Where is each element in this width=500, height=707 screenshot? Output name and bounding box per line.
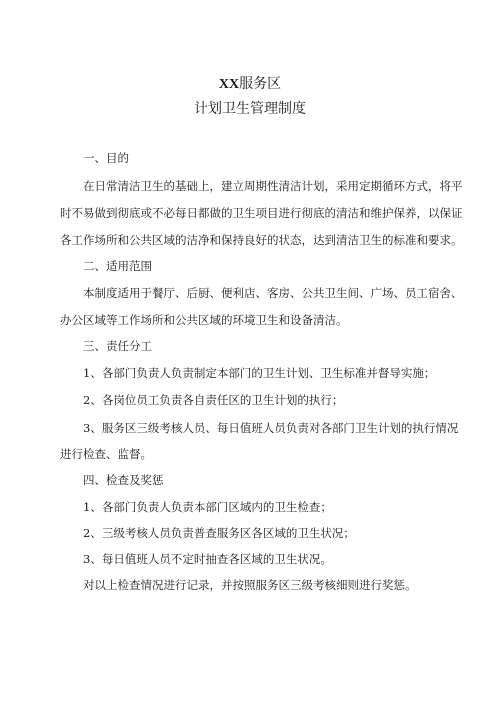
paragraph-line: 2、各岗位员工负责各自责任区的卫生计划的执行； (83, 393, 344, 407)
section-heading: 一、目的 (83, 151, 129, 165)
paragraph-line: 时不易做到彻底或不必每日都做的卫生项目进行彻底的清洁和维护保养，以保证 (60, 206, 463, 220)
paragraph-line: 3、服务区三级考核人员、每日值班人员负责对各部门卫生计划的执行情况 (83, 421, 459, 435)
title-prefix: XX (218, 77, 240, 92)
paragraph-line: 在日常清洁卫生的基础上，建立周期性清洁计划，采用定期循环方式，将平 (83, 179, 463, 193)
section-heading: 二、适用范围 (83, 259, 152, 273)
paragraph-line: 1、各部门负责人负责本部门区域内的卫生检查； (83, 500, 332, 514)
paragraph-line: 进行检查、监督。 (60, 447, 152, 461)
paragraph-line: 对以上检查情况进行记录，并按照服务区三级考核细则进行奖惩。 (83, 578, 417, 592)
section-heading: 四、检查及奖惩 (83, 473, 164, 487)
paragraph-line: 3、每日值班人员不定时抽查各区域的卫生状况。 (83, 552, 332, 566)
document-subtitle: 计划卫生管理制度 (194, 101, 306, 117)
paragraph-line: 1、各部门负责人负责制定本部门的卫生计划、卫生标准并督导实施； (83, 366, 436, 380)
paragraph-line: 本制度适用于餐厅、后厨、便利店、客房、公共卫生间、广场、员工宿舍、 (83, 286, 463, 300)
title-suffix: 服务区 (239, 76, 282, 92)
paragraph-line: 2、三级考核人员负责普查服务区各区域的卫生状况； (83, 526, 355, 540)
document-title (0, 75, 500, 94)
paragraph-line: 办公区域等工作场所和公共区域的环境卫生和设备清洁。 (60, 313, 348, 327)
section-heading: 三、责任分工 (83, 339, 152, 353)
paragraph-line: 各工作场所和公共区域的洁净和保持良好的状态，达到清洁卫生的标准和要求。 (60, 233, 463, 247)
